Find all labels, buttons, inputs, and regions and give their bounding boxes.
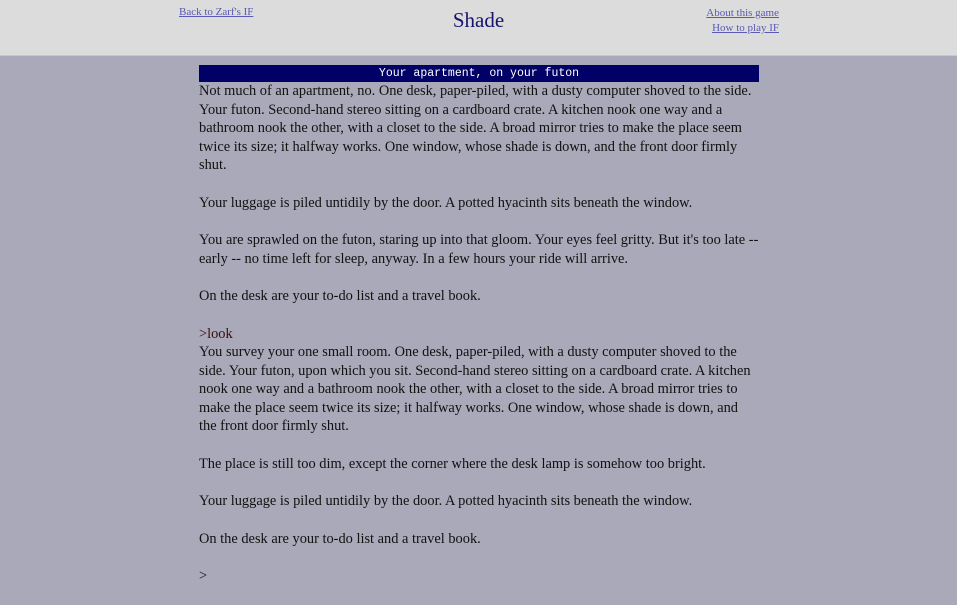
story-paragraph: You survey your one small room. One desk, paper-piled, with a dusty computer shoved to the side. Your futon, upon which you sit. Second-hand stereo sitting on a cardboard crate. A kitchen nook one way and a bathroom nook the other, with a closet to the side. A broad mirror tries to make the place seem twice its size; it halfway works. One window, whose shade is down, and the front door firmly shut. bbox=[199, 344, 751, 434]
site-header bbox=[0, 0, 957, 56]
about-this-game-link[interactable]: About this game bbox=[706, 7, 779, 19]
story-paragraph: Your luggage is piled untidily by the door. A potted hyacinth sits beneath the window. bbox=[199, 194, 693, 211]
story-transcript bbox=[199, 82, 759, 586]
story-paragraph: The place is still too dim, except the corner where the desk lamp is somehow too bright. bbox=[199, 455, 706, 472]
header-links bbox=[706, 6, 779, 36]
game-title: Shade bbox=[452, 8, 505, 32]
game-window bbox=[199, 65, 759, 586]
how-to-play-if-link[interactable]: How to play IF bbox=[712, 22, 779, 34]
player-command: >look bbox=[199, 325, 233, 342]
command-prompt-input[interactable]: > bbox=[199, 568, 208, 584]
back-to-zarfs-if-link[interactable]: Back to Zarf's IF bbox=[179, 6, 254, 18]
story-paragraph: Not much of an apartment, no. One desk, paper-piled, with a dusty computer shoved to the side. Your futon. Second-hand stereo sitting on a cardboard crate. A kitchen nook one way and a bathroom nook the other, with a closet to the side. A broad mirror tries to make the place seem twice its size; it halfway works. One window, whose shade is down, and the front door firmly shut. bbox=[199, 83, 752, 173]
story-paragraph: On the desk are your to-do list and a travel book. bbox=[199, 530, 481, 547]
status-location: Your apartment, on your futon bbox=[378, 67, 580, 80]
story-paragraph: Your luggage is piled untidily by the door. A potted hyacinth sits beneath the window. bbox=[199, 493, 693, 509]
status-bar bbox=[199, 65, 759, 82]
story-paragraph: On the desk are your to-do list and a travel book. bbox=[199, 288, 481, 304]
story-paragraph: You are sprawled on the futon, staring up into that gloom. Your eyes feel gritty. But it's too late -- early -- no time left for sleep, anyway. In a few hours your ride will arrive. bbox=[199, 232, 759, 267]
